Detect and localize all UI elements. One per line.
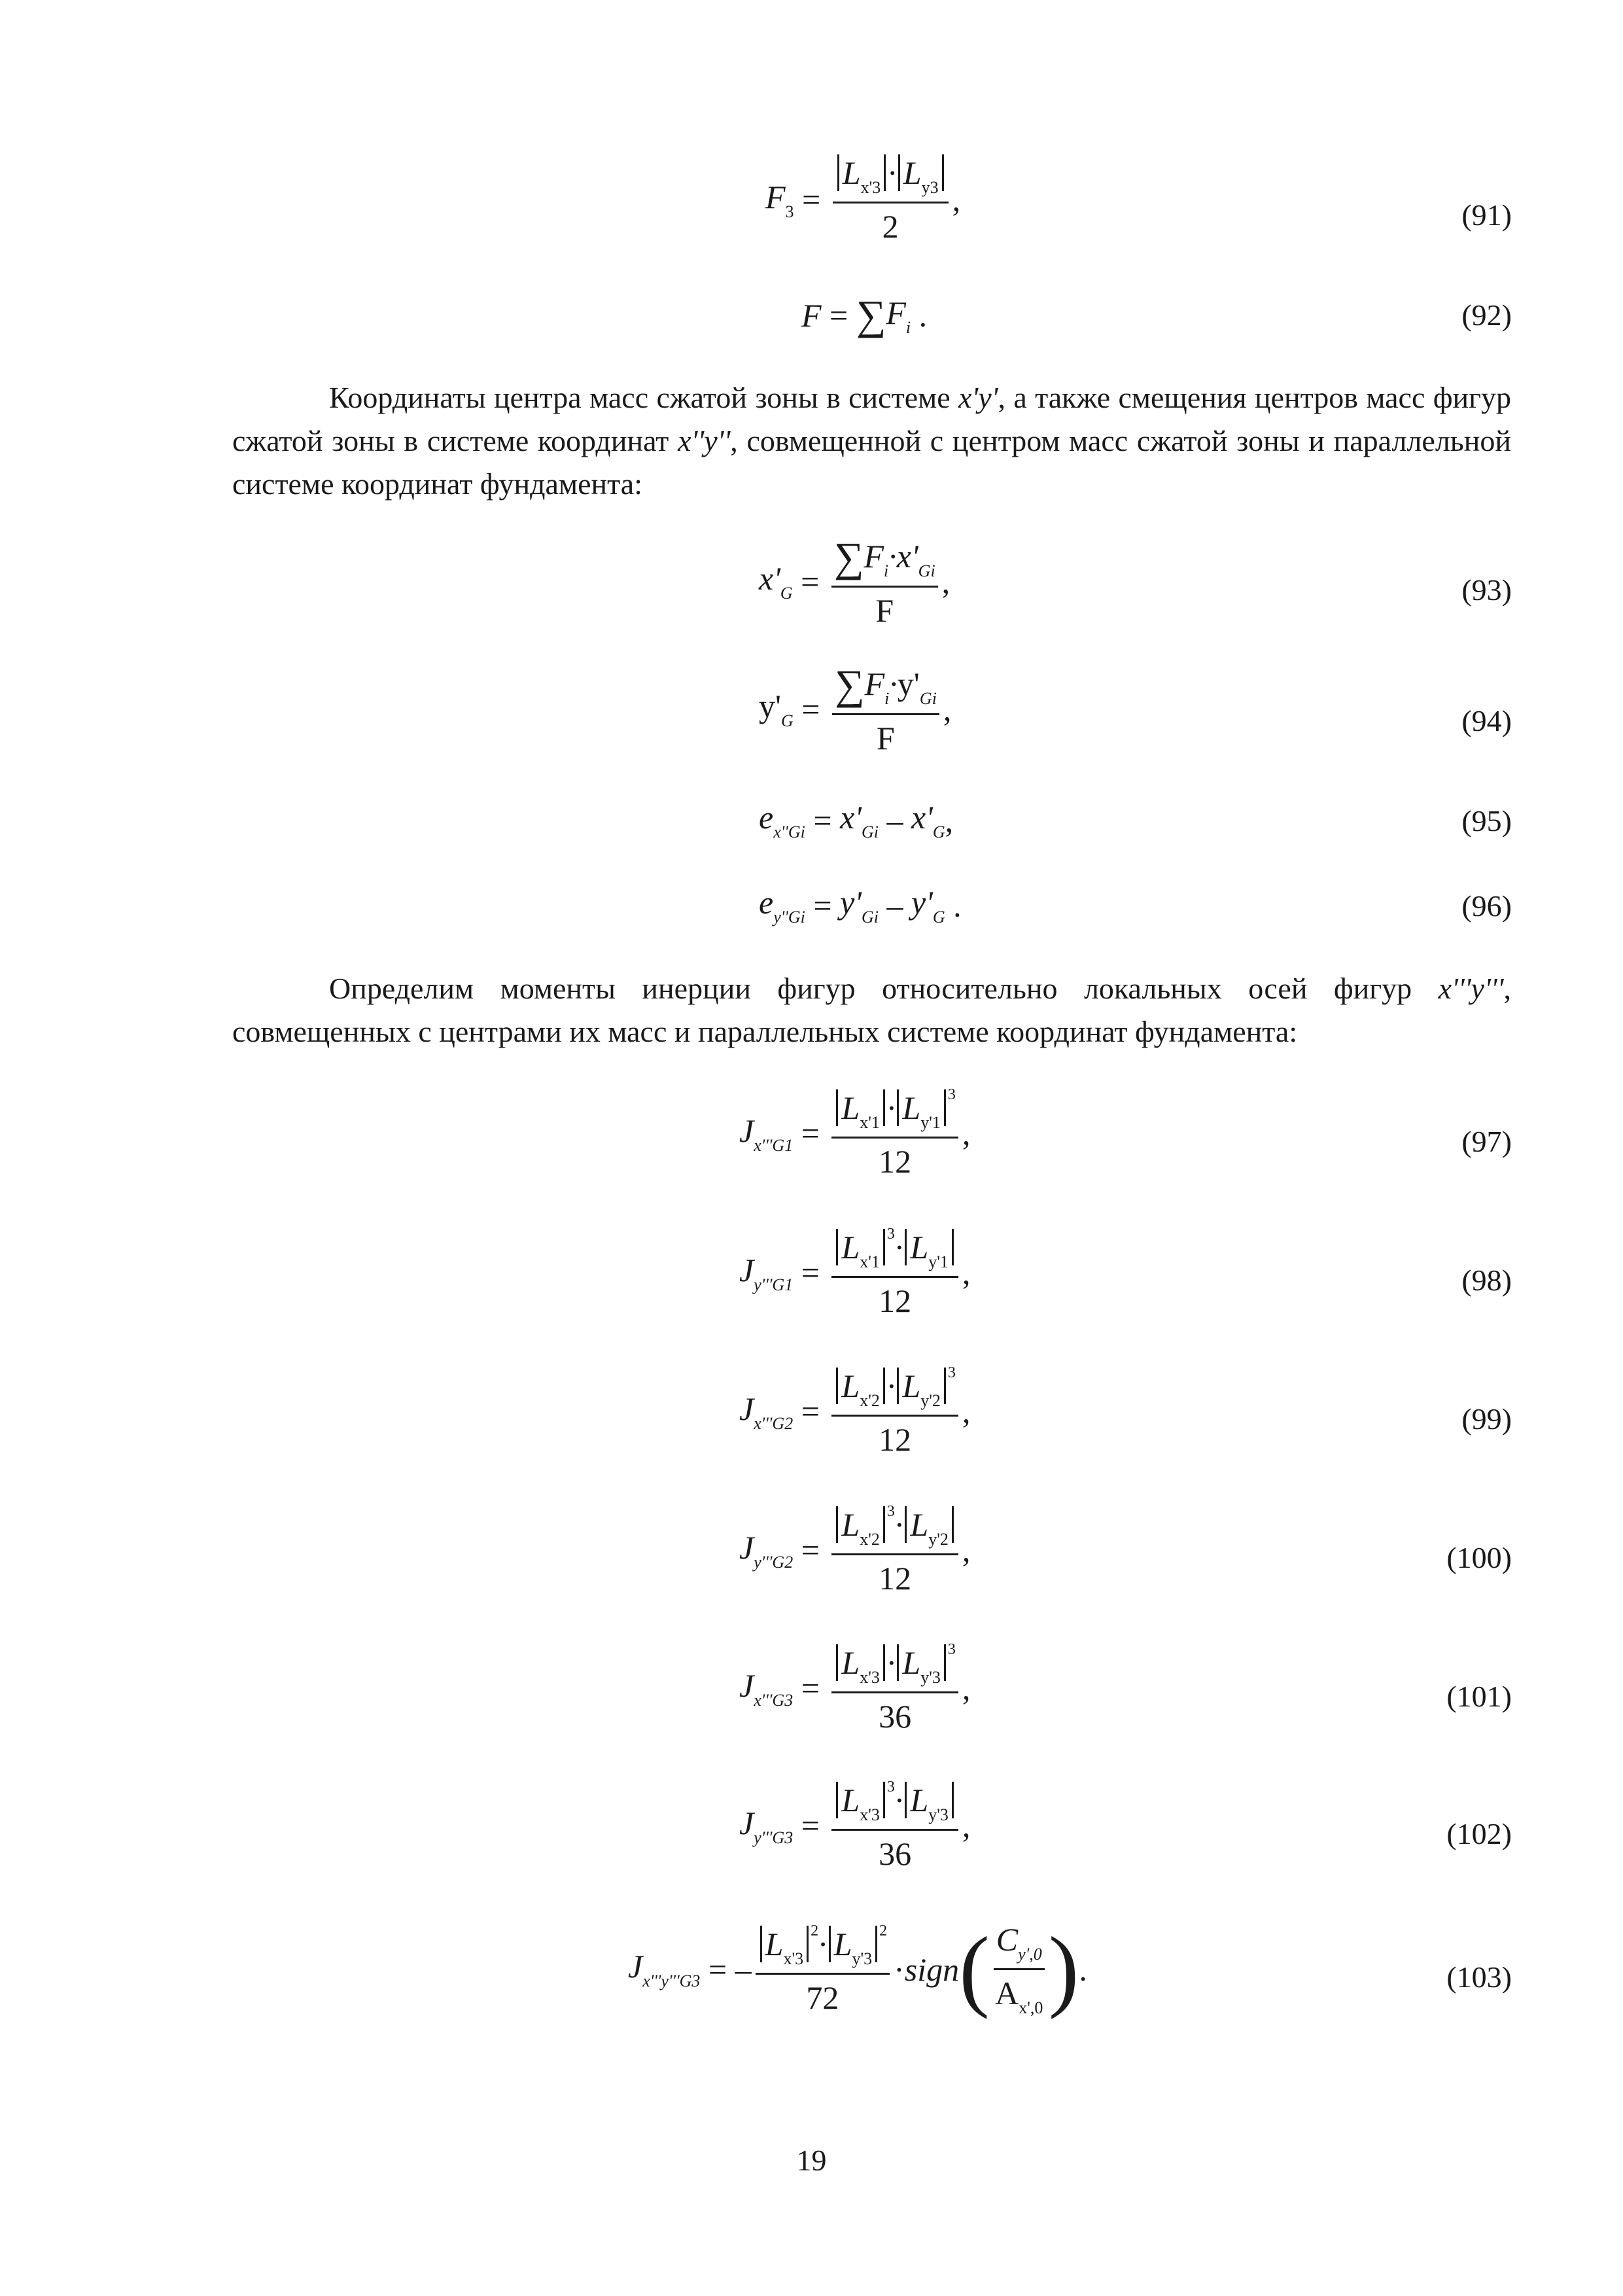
equation-number: (94) — [1461, 704, 1512, 737]
equation-number: (99) — [1461, 1402, 1512, 1436]
equation-96: $e_{y''Gi}$ = $y'_{Gi}$ – $y'_G$ . — [759, 884, 962, 927]
equation-100: $J_{y'''G2}$ = $\frac{L_{x'2}^3\cdot L_{y'2}}{12}$ , — [739, 1503, 971, 1597]
equation-101: $J_{x'''G3}$ = $\frac{L_{x'3} \cdot L_{y'3}^3}{36}$ , — [739, 1641, 971, 1735]
equation-95: $e_{x''Gi}$ = $x'_{Gi}$ – $x'_G$ , — [759, 799, 954, 841]
equation-91: $F_3$ = $\frac{L_{x'3} \cdot L_{y3}}{2}$ , — [765, 154, 961, 245]
equation-94: $y'_G$ = $\frac{\sum F_i\cdot y'_{Gi}}{F}$ , — [759, 662, 952, 756]
equation-number: (103) — [1446, 1960, 1512, 1994]
equation-number: (102) — [1446, 1817, 1512, 1850]
paragraph-centroid: Координаты центра масс сжатой зоны в системе x'y', а также смещения центров масс фигур сжатой зоны в системе координат x''y'', совмещенной с центром масс сжатой зоны и параллельной системе координат фундамента: — [232, 381, 1512, 501]
equation-103: $J_{x'''y'''G3}$ = – $\frac{L_{x'3}^2\cdot L_{y'3}^2}{72}$ · sign ( $\frac{C_{y',0}}{A_{x',0}}$ ) . — [628, 1918, 1087, 2020]
equation-93: $x'_G$ = $\frac{\sum F_i\cdot x'_{Gi}}{F}$ , — [759, 534, 951, 629]
equation-number: (100) — [1446, 1541, 1512, 1574]
equation-number: (96) — [1461, 889, 1512, 923]
equation-99: $J_{x'''G2}$ = $\frac{L_{x'2} \cdot L_{y'2}^3}{12}$ , — [739, 1364, 971, 1458]
paragraph-inertia: Определим моменты инерции фигур относительно локальных осей фигур x'''y''', совмещенных с центрами их масс и параллельных системе координат фундамента: — [232, 972, 1511, 1048]
equation-number: (97) — [1461, 1125, 1512, 1158]
equation-number: (92) — [1461, 298, 1512, 332]
equation-92: F = ∑ $F_i$ . — [801, 292, 928, 338]
equation-98: $J_{y'''G1}$ = $\frac{L_{x'1}^3\cdot L_{y'1}}{12}$ , — [739, 1226, 971, 1319]
equation-number: (98) — [1461, 1263, 1512, 1297]
equation-number: (91) — [1461, 198, 1512, 232]
equation-97: $J_{x'''G1}$ = $\frac{L_{x'1} \cdot L_{y'1}^3}{12}$ , — [739, 1086, 971, 1180]
equation-102: $J_{y'''G3}$ = $\frac{L_{x'3}^3\cdot L_{y'3}}{36}$ , — [739, 1778, 971, 1872]
equation-number: (95) — [1461, 804, 1512, 838]
equation-number: (93) — [1461, 573, 1512, 607]
equation-number: (101) — [1446, 1680, 1512, 1713]
page-number: 19 — [796, 2144, 827, 2177]
